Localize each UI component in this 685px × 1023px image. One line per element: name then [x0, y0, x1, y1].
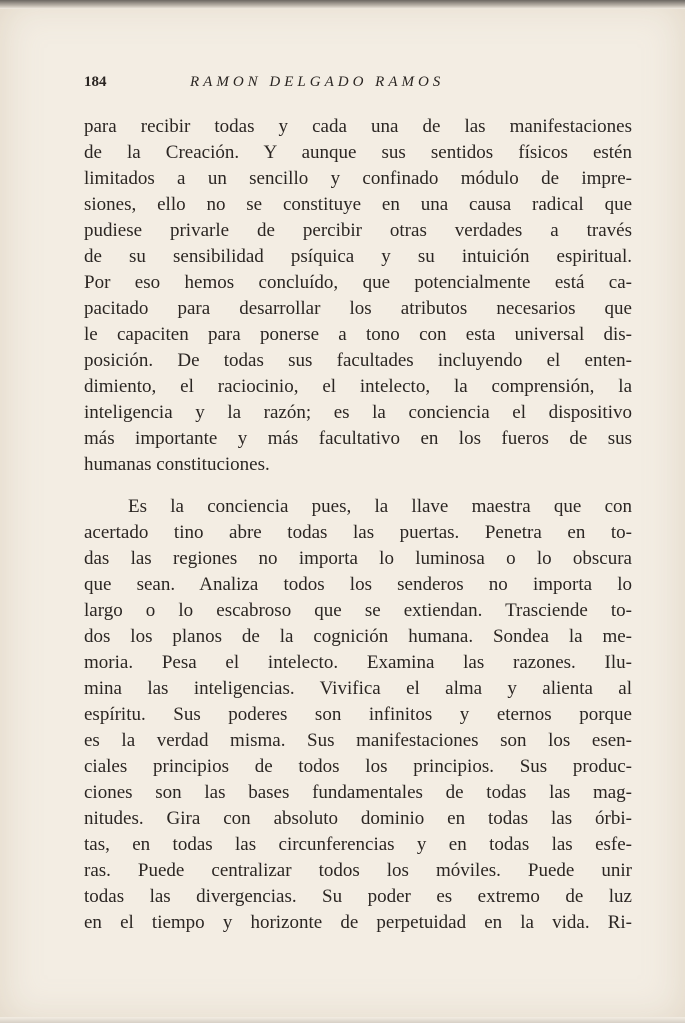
text-line: de su sensibilidad psíquica y su intuición espiritual. — [84, 246, 632, 267]
text-line: es la verdad misma. Sus manifestaciones son los esen- — [84, 730, 632, 751]
text-line: tas, en todas las circunferencias y en todas las esfe- — [84, 834, 632, 855]
text-line: das las regiones no importa lo luminosa o lo obscura — [84, 548, 632, 569]
text-line: largo o lo escabroso que se extiendan. Trasciende to- — [84, 600, 632, 621]
text-line: moria. Pesa el intelecto. Examina las razones. Ilu- — [84, 652, 632, 673]
paragraph-2 — [84, 494, 632, 936]
text-line: le capaciten para ponerse a tono con esta universal dis- — [84, 324, 632, 345]
text-line: pacitado para desarrollar los atributos necesarios que — [84, 298, 632, 319]
text-line: de la Creación. Y aunque sus sentidos físicos estén — [84, 142, 632, 163]
text-line: mina las inteligencias. Vivifica el alma y alienta al — [84, 678, 632, 699]
text-line: dimiento, el raciocinio, el intelecto, la comprensión, la — [84, 376, 632, 397]
text-line: ras. Puede centralizar todos los móviles. Puede unir — [84, 860, 632, 881]
page-top-edge — [0, 0, 685, 9]
page-bottom-edge — [0, 1017, 685, 1023]
running-header — [84, 74, 632, 96]
text-line: nitudes. Gira con absoluto dominio en todas las órbi- — [84, 808, 632, 829]
text-line: acertado tino abre todas las puertas. Penetra en to- — [84, 522, 632, 543]
text-line: ciales principios de todos los principios. Sus produc- — [84, 756, 632, 777]
text-line: siones, ello no se constituye en una causa radical que — [84, 194, 632, 215]
paragraph-spacer — [84, 478, 632, 494]
page-number: 184 — [84, 74, 107, 90]
text-line: inteligencia y la razón; es la conciencia el dispositivo — [84, 402, 632, 423]
text-line: pudiese privarle de percibir otras verdades a través — [84, 220, 632, 241]
text-line: espíritu. Sus poderes son infinitos y eternos porque — [84, 704, 632, 725]
body-text — [84, 114, 632, 936]
text-line: para recibir todas y cada una de las manifestaciones — [84, 116, 632, 137]
text-line: Es la conciencia pues, la llave maestra que con — [128, 496, 632, 517]
paragraph-1 — [84, 114, 632, 478]
text-line: ciones son las bases fundamentales de todas las mag- — [84, 782, 632, 803]
text-line: humanas constituciones. — [84, 454, 270, 475]
text-line: Por eso hemos concluído, que potencialmente está ca- — [84, 272, 632, 293]
running-title: RAMON DELGADO RAMOS — [190, 74, 445, 90]
text-line: dos los planos de la cognición humana. Sondea la me- — [84, 626, 632, 647]
text-line: todas las divergencias. Su poder es extremo de luz — [84, 886, 632, 907]
text-line: en el tiempo y horizonte de perpetuidad en la vida. Ri- — [84, 912, 632, 933]
text-line: posición. De todas sus facultades incluyendo el enten- — [84, 350, 632, 371]
text-line: limitados a un sencillo y confinado módulo de impre- — [84, 168, 632, 189]
text-line: que sean. Analiza todos los senderos no importa lo — [84, 574, 632, 595]
text-line: más importante y más facultativo en los fueros de sus — [84, 428, 632, 449]
